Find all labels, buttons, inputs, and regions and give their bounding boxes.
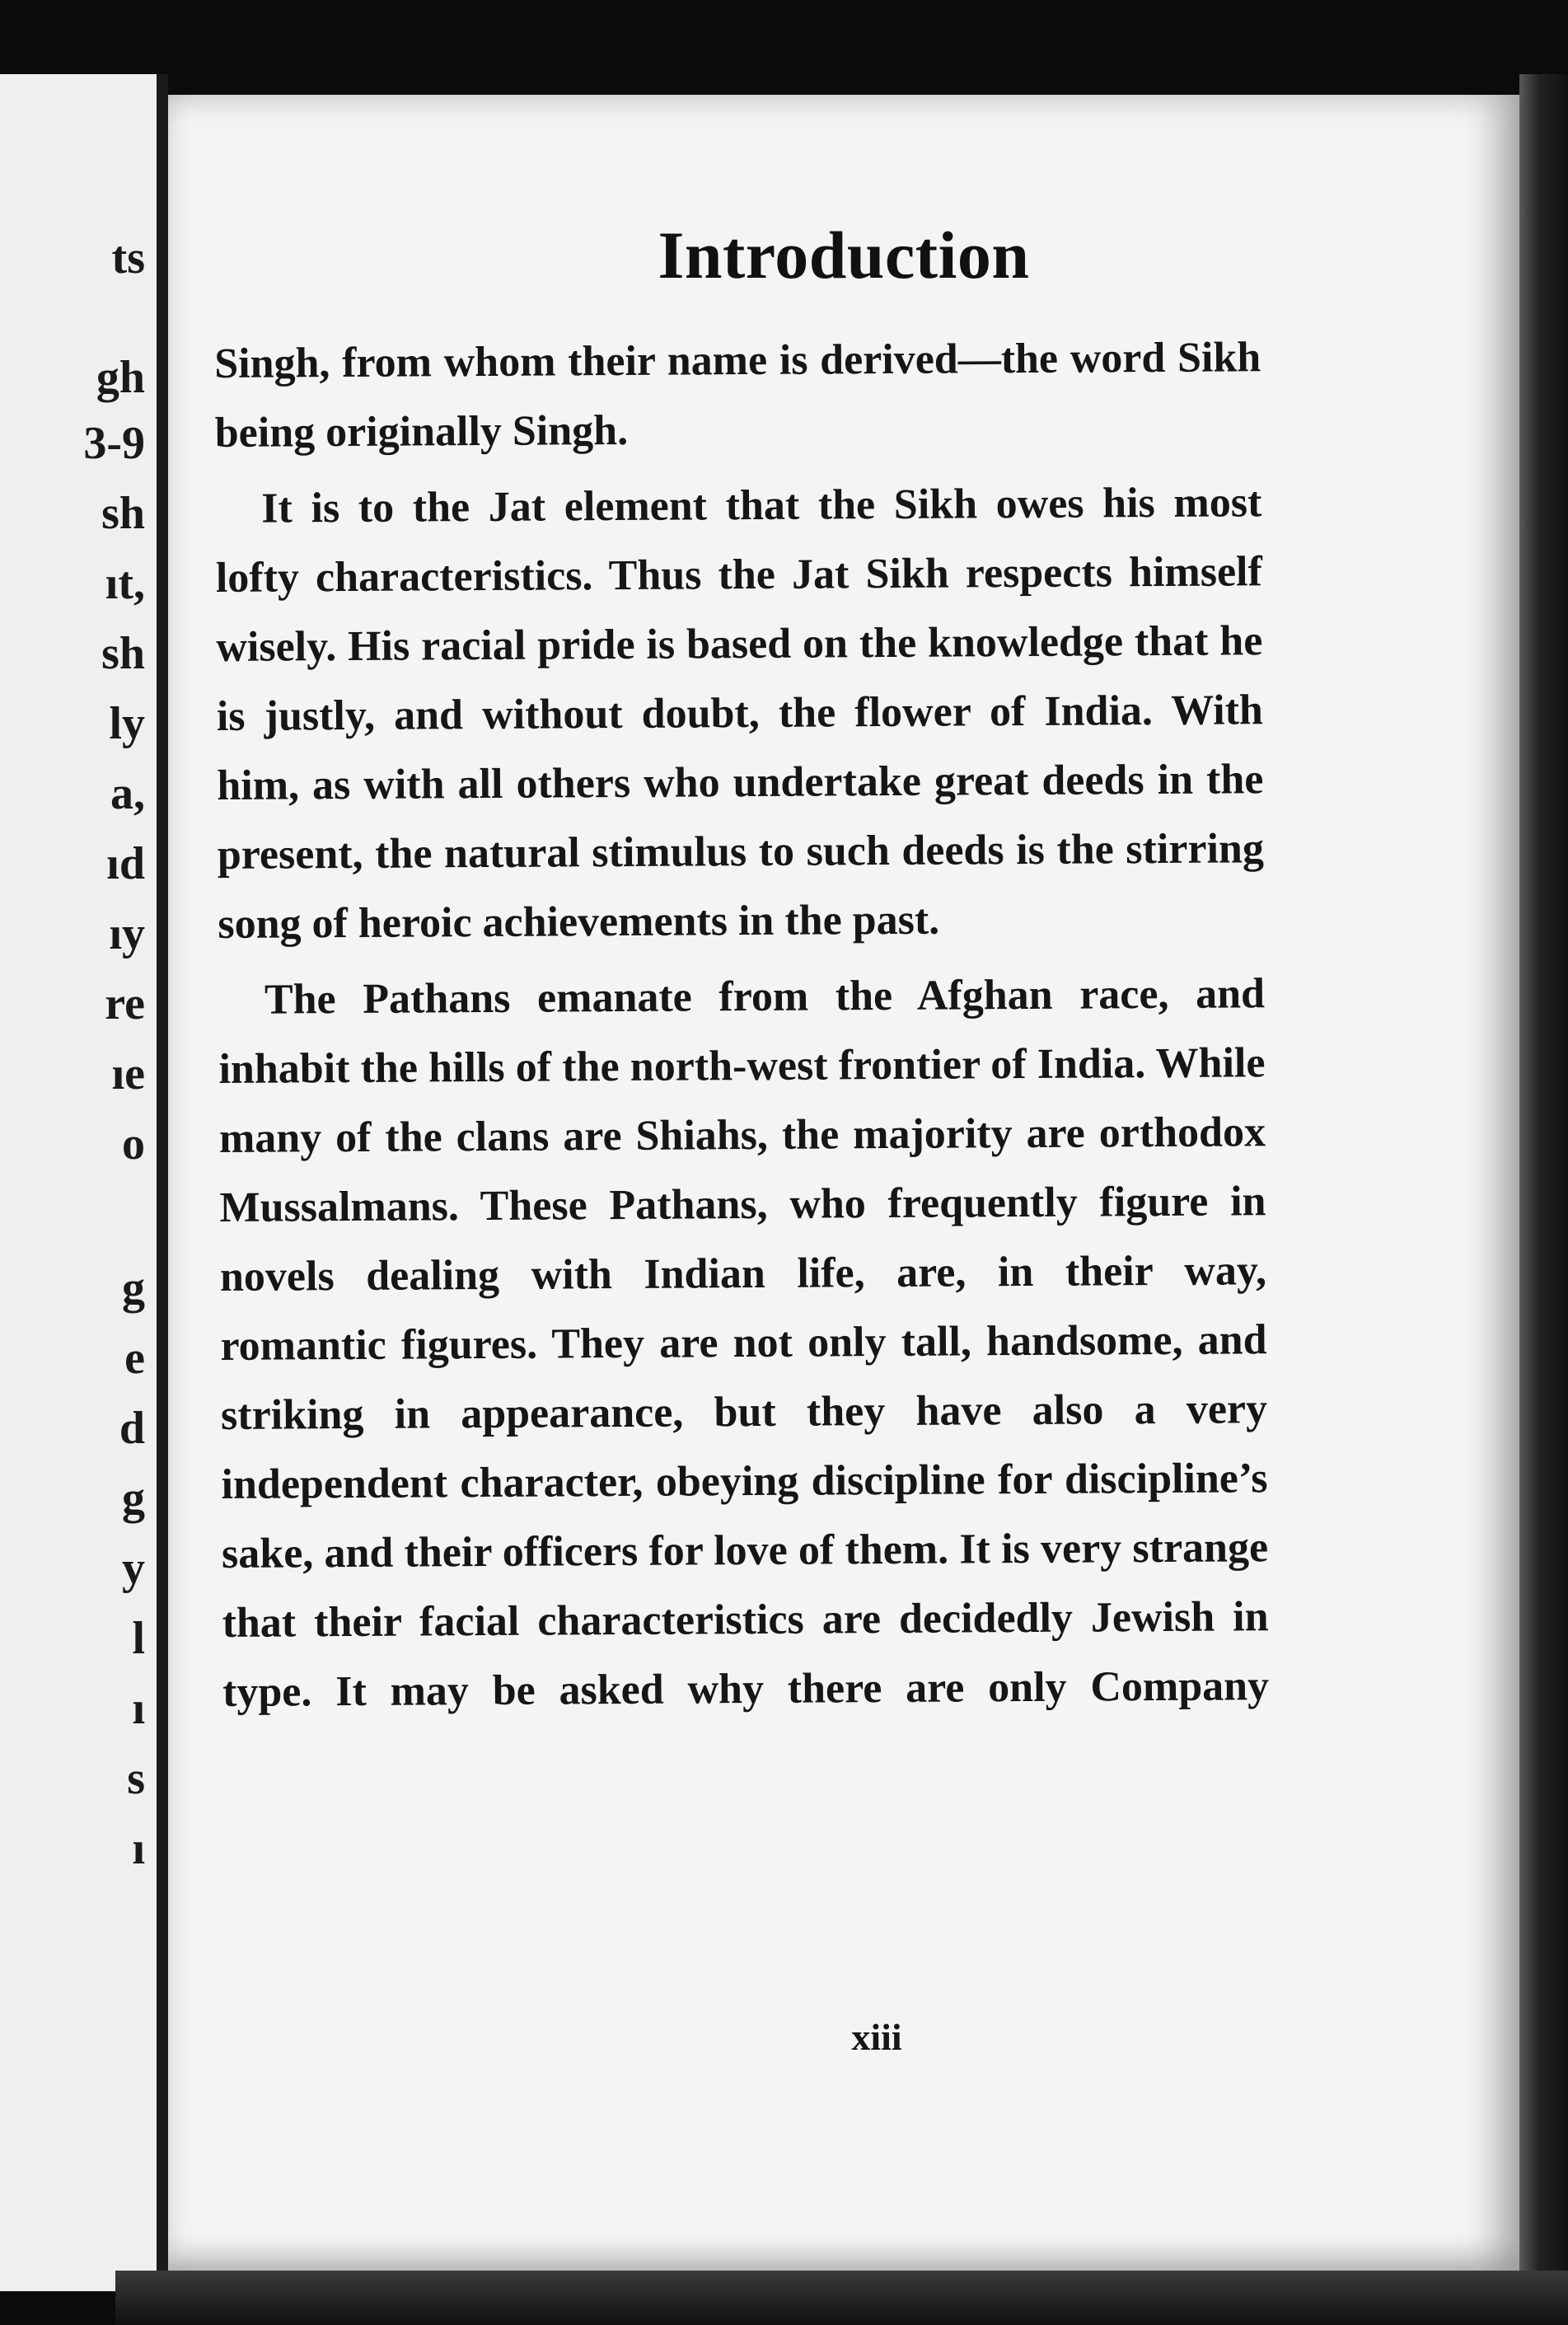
facing-page-fragment: sh (101, 488, 145, 539)
facing-page-fragment: g (122, 1263, 145, 1314)
facing-page-fragment: ıe (111, 1048, 145, 1099)
facing-page-fragment: re (105, 978, 145, 1029)
facing-page-edge (0, 74, 157, 2291)
facing-page-fragment: d (119, 1403, 145, 1454)
paragraph: The Pathans emanate from the Afghan race, and inhabit the hills of the north-west frontier of India. While many of the clans are Shiahs, the majority are orthodox Mussalmans. These Pathans, who frequently figure in novels dealing with Indian life, are, in their way, romantic figures. They are not only tall, handsome, and striking in appearance, but they have also a very independent character, obeying discipline for discipline’s sake, and their officers for love of them. It is very strange that their facial characteristics are decidedly Jewish in type. It may be asked why there are only Company (218, 970, 1270, 1716)
facing-page-text-fragments (0, 74, 145, 2291)
facing-page-fragment: l (132, 1613, 145, 1664)
book-page (168, 95, 1519, 2271)
facing-page-fragment: sh (101, 628, 145, 679)
page-number: xiii (851, 2016, 902, 2058)
book-gutter (157, 74, 168, 2299)
facing-page-fragment: 3-9 (83, 418, 145, 469)
facing-page-fragment: ıd (106, 838, 145, 889)
facing-page-fragment: ıy (109, 908, 145, 959)
facing-page-fragment: ts (111, 232, 145, 284)
facing-page-fragment: ly (109, 698, 145, 749)
book-block-edge (1519, 74, 1568, 2325)
facing-page-fragment: ı (132, 1683, 145, 1734)
facing-page-fragment: gh (96, 352, 145, 403)
facing-page-fragment: ı (132, 1823, 145, 1874)
facing-page-fragment: g (122, 1473, 145, 1524)
facing-page-fragment: e (124, 1333, 145, 1384)
facing-page-fragment: y (122, 1543, 145, 1594)
paragraph: It is to the Jat element that the Sikh owes his most lofty characteristics. Thus the Jat Sikh respects himself wisely. His racial pride is based on the knowledge that he is justly, and without doubt, the flower of India. With him, as with all others who undertake great deeds in the present, the natural stimulus to such deeds is the stirring song of heroic achievements in the past. (215, 479, 1265, 948)
facing-page-fragment: s (127, 1753, 145, 1804)
running-head: Introduction (658, 218, 1030, 293)
paragraph: Singh, from whom their name is derived—the word Sikh being originally Singh. (214, 334, 1261, 457)
facing-page-fragment: a, (110, 768, 145, 819)
body-text (214, 323, 1269, 1734)
facing-page-fragment: o (122, 1118, 145, 1170)
facing-page-fragment: ıt, (105, 558, 145, 609)
page-bottom-shadow (115, 2271, 1568, 2325)
